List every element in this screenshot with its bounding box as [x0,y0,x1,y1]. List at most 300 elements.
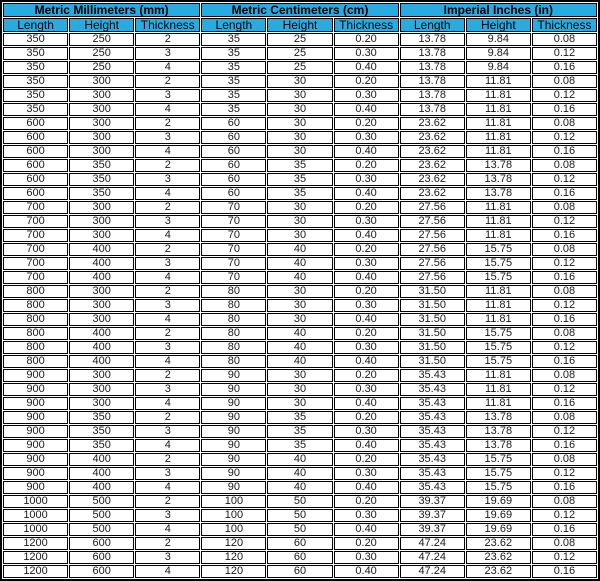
cell: 40 [267,327,332,340]
cell: 0.30 [334,341,399,354]
cell: 0.12 [532,299,597,312]
cell: 0.08 [532,33,597,46]
cell: 3 [135,509,200,522]
cell: 0.40 [334,439,399,452]
cell: 31.50 [400,285,465,298]
cell: 35 [201,75,266,88]
cell: 35.43 [400,425,465,438]
cell: 80 [201,313,266,326]
cell: 15.75 [466,271,531,284]
cell: 90 [201,425,266,438]
table-row [3,271,597,284]
cell: 4 [135,61,200,74]
cell: 0.40 [334,481,399,494]
cell: 300 [69,89,134,102]
cell: 900 [3,425,68,438]
cell: 250 [69,47,134,60]
cell: 4 [135,397,200,410]
cell: 23.62 [400,159,465,172]
cell: 0.16 [532,523,597,536]
cell: 300 [69,131,134,144]
cell: 31.50 [400,355,465,368]
cell: 0.12 [532,467,597,480]
cell: 600 [3,117,68,130]
cell: 0.20 [334,537,399,550]
cell: 700 [3,229,68,242]
cell: 40 [267,453,332,466]
cell: 700 [3,257,68,270]
cell: 300 [69,229,134,242]
table-row [3,439,597,452]
cell: 3 [135,173,200,186]
cell: 35 [267,425,332,438]
cell: 0.12 [532,215,597,228]
cell: 50 [267,523,332,536]
cell: 15.75 [466,467,531,480]
cell: 400 [69,271,134,284]
cell: 0.20 [334,453,399,466]
cell: 47.24 [400,565,465,578]
cell: 11.81 [466,313,531,326]
cell: 500 [69,509,134,522]
cell: 3 [135,383,200,396]
cell: 90 [201,453,266,466]
cell: 13.78 [400,33,465,46]
cell: 27.56 [400,215,465,228]
group-header-metric-cm: Metric Centimeters (cm) [201,3,398,17]
cell: 19.69 [466,523,531,536]
table-row [3,75,597,88]
cell: 2 [135,369,200,382]
cell: 40 [267,481,332,494]
cell: 15.75 [466,257,531,270]
cell: 27.56 [400,271,465,284]
cell: 300 [69,285,134,298]
cell: 0.40 [334,397,399,410]
cell: 11.81 [466,75,531,88]
cell: 35 [267,187,332,200]
column-header-mm-height: Height [69,18,134,32]
cell: 800 [3,313,68,326]
cell: 15.75 [466,341,531,354]
cell: 60 [267,565,332,578]
cell: 40 [267,257,332,270]
cell: 11.81 [466,215,531,228]
cell: 13.78 [400,103,465,116]
cell: 13.78 [400,75,465,88]
cell: 800 [3,341,68,354]
cell: 1200 [3,565,68,578]
cell: 27.56 [400,201,465,214]
column-header-cm-length: Length [201,18,266,32]
cell: 0.20 [334,243,399,256]
cell: 0.30 [334,551,399,564]
cell: 2 [135,453,200,466]
cell: 50 [267,509,332,522]
table-row [3,425,597,438]
cell: 300 [69,201,134,214]
cell: 300 [69,75,134,88]
table-row [3,187,597,200]
cell: 500 [69,523,134,536]
cell: 700 [3,271,68,284]
table-row [3,285,597,298]
cell: 60 [201,131,266,144]
cell: 800 [3,355,68,368]
cell: 31.50 [400,313,465,326]
cell: 30 [267,201,332,214]
column-header-in-length: Length [400,18,465,32]
cell: 350 [3,61,68,74]
cell: 15.75 [466,355,531,368]
cell: 600 [69,551,134,564]
cell: 31.50 [400,327,465,340]
cell: 13.78 [466,187,531,200]
cell: 3 [135,467,200,480]
cell: 2 [135,495,200,508]
cell: 1000 [3,495,68,508]
cell: 4 [135,565,200,578]
cell: 350 [3,75,68,88]
cell: 0.16 [532,61,597,74]
cell: 0.16 [532,145,597,158]
cell: 400 [69,243,134,256]
cell: 0.20 [334,285,399,298]
cell: 0.30 [334,383,399,396]
cell: 30 [267,131,332,144]
cell: 0.30 [334,173,399,186]
cell: 40 [267,467,332,480]
table-row [3,537,597,550]
table-body [3,33,597,578]
cell: 30 [267,89,332,102]
cell: 0.30 [334,425,399,438]
cell: 0.40 [334,103,399,116]
cell: 80 [201,341,266,354]
cell: 30 [267,369,332,382]
cell: 11.81 [466,131,531,144]
table-row [3,33,597,46]
cell: 13.78 [466,439,531,452]
table-row [3,299,597,312]
table-row [3,47,597,60]
cell: 4 [135,355,200,368]
cell: 0.20 [334,117,399,130]
cell: 35 [267,411,332,424]
table-row [3,61,597,74]
cell: 250 [69,61,134,74]
cell: 40 [267,271,332,284]
cell: 40 [267,341,332,354]
cell: 0.12 [532,425,597,438]
cell: 30 [267,117,332,130]
cell: 700 [3,201,68,214]
cell: 600 [3,145,68,158]
cell: 25 [267,61,332,74]
cell: 900 [3,453,68,466]
table-row [3,313,597,326]
cell: 0.40 [334,145,399,158]
cell: 70 [201,229,266,242]
cell: 0.16 [532,565,597,578]
cell: 35.43 [400,383,465,396]
cell: 0.12 [532,341,597,354]
cell: 90 [201,383,266,396]
cell: 15.75 [466,453,531,466]
cell: 35.43 [400,481,465,494]
cell: 11.81 [466,229,531,242]
cell: 23.62 [466,551,531,564]
cell: 35 [201,89,266,102]
column-header-in-height: Height [466,18,531,32]
cell: 30 [267,103,332,116]
cell: 0.30 [334,509,399,522]
cell: 300 [69,383,134,396]
table-row [3,201,597,214]
cell: 0.20 [334,369,399,382]
table-row [3,103,597,116]
cell: 3 [135,257,200,270]
cell: 0.12 [532,551,597,564]
cell: 60 [201,117,266,130]
cell: 35 [201,103,266,116]
cell: 0.12 [532,89,597,102]
cell: 11.81 [466,89,531,102]
cell: 15.75 [466,481,531,494]
cell: 0.20 [334,33,399,46]
cell: 4 [135,439,200,452]
cell: 0.16 [532,103,597,116]
cell: 0.08 [532,453,597,466]
cell: 19.69 [466,509,531,522]
cell: 30 [267,313,332,326]
cell: 0.08 [532,285,597,298]
column-header-cm-height: Height [267,18,332,32]
cell: 900 [3,481,68,494]
cell: 300 [69,103,134,116]
cell: 2 [135,201,200,214]
cell: 11.81 [466,145,531,158]
column-header-mm-length: Length [3,18,68,32]
column-header-in-thickness: Thickness [532,18,597,32]
cell: 2 [135,411,200,424]
cell: 350 [3,103,68,116]
cell: 900 [3,397,68,410]
cell: 11.81 [466,201,531,214]
cell: 2 [135,537,200,550]
cell: 1200 [3,537,68,550]
cell: 0.40 [334,229,399,242]
cell: 4 [135,313,200,326]
group-header-metric-mm: Metric Millimeters (mm) [3,3,200,17]
cell: 0.08 [532,495,597,508]
cell: 70 [201,271,266,284]
cell: 0.08 [532,75,597,88]
cell: 0.16 [532,313,597,326]
cell: 11.81 [466,103,531,116]
cell: 30 [267,383,332,396]
cell: 4 [135,103,200,116]
cell: 70 [201,257,266,270]
cell: 400 [69,453,134,466]
cell: 0.40 [334,187,399,200]
cell: 11.81 [466,397,531,410]
cell: 60 [201,187,266,200]
cell: 70 [201,215,266,228]
cell: 0.16 [532,439,597,452]
cell: 13.78 [466,411,531,424]
cell: 35.43 [400,453,465,466]
cell: 25 [267,47,332,60]
cell: 11.81 [466,369,531,382]
table-row [3,551,597,564]
group-header-row [3,3,597,17]
table-row [3,397,597,410]
cell: 90 [201,411,266,424]
cell: 13.78 [400,47,465,60]
cell: 39.37 [400,509,465,522]
table-row [3,411,597,424]
cell: 0.08 [532,117,597,130]
cell: 0.12 [532,47,597,60]
cell: 0.30 [334,131,399,144]
table-row [3,159,597,172]
table-row [3,145,597,158]
cell: 0.08 [532,159,597,172]
cell: 25 [267,33,332,46]
cell: 90 [201,397,266,410]
table-row [3,481,597,494]
cell: 3 [135,425,200,438]
cell: 0.30 [334,89,399,102]
cell: 300 [69,117,134,130]
cell: 90 [201,439,266,452]
cell: 2 [135,117,200,130]
cell: 0.20 [334,75,399,88]
table-row [3,355,597,368]
cell: 600 [69,565,134,578]
cell: 300 [69,397,134,410]
cell: 0.12 [532,383,597,396]
table-row [3,565,597,578]
cell: 0.30 [334,215,399,228]
table-row [3,243,597,256]
cell: 3 [135,551,200,564]
cell: 23.62 [400,187,465,200]
cell: 4 [135,229,200,242]
cell: 300 [69,369,134,382]
cell: 27.56 [400,257,465,270]
cell: 4 [135,523,200,536]
cell: 9.84 [466,47,531,60]
cell: 13.78 [466,425,531,438]
cell: 9.84 [466,61,531,74]
table-row [3,117,597,130]
cell: 350 [3,33,68,46]
cell: 0.12 [532,131,597,144]
cell: 90 [201,481,266,494]
cell: 80 [201,285,266,298]
cell: 23.62 [400,145,465,158]
cell: 90 [201,369,266,382]
cell: 0.30 [334,467,399,480]
cell: 0.12 [532,509,597,522]
cell: 11.81 [466,285,531,298]
cell: 600 [69,537,134,550]
cell: 350 [69,425,134,438]
table-row [3,453,597,466]
cell: 400 [69,341,134,354]
cell: 900 [3,439,68,452]
cell: 400 [69,467,134,480]
cell: 0.40 [334,523,399,536]
cell: 35.43 [400,397,465,410]
cell: 0.16 [532,355,597,368]
cell: 23.62 [400,131,465,144]
cell: 0.12 [532,257,597,270]
table-row [3,341,597,354]
cell: 11.81 [466,383,531,396]
cell: 1000 [3,523,68,536]
cell: 47.24 [400,537,465,550]
cell: 47.24 [400,551,465,564]
cell: 35 [267,439,332,452]
cell: 0.30 [334,257,399,270]
cell: 0.08 [532,537,597,550]
cell: 23.62 [466,537,531,550]
cell: 35 [267,173,332,186]
cell: 3 [135,215,200,228]
cell: 400 [69,481,134,494]
cell: 900 [3,467,68,480]
cell: 3 [135,299,200,312]
cell: 2 [135,243,200,256]
cell: 35.43 [400,467,465,480]
cell: 35.43 [400,439,465,452]
cell: 900 [3,383,68,396]
column-header-mm-thickness: Thickness [135,18,200,32]
column-header-row [3,18,597,32]
cell: 800 [3,299,68,312]
cell: 0.20 [334,159,399,172]
cell: 60 [201,173,266,186]
cell: 35 [201,47,266,60]
cell: 1000 [3,509,68,522]
cell: 39.37 [400,495,465,508]
cell: 100 [201,495,266,508]
cell: 4 [135,481,200,494]
cell: 3 [135,131,200,144]
cell: 300 [69,313,134,326]
cell: 400 [69,355,134,368]
cell: 2 [135,327,200,340]
cell: 80 [201,355,266,368]
cell: 350 [69,173,134,186]
cell: 350 [69,411,134,424]
cell: 0.20 [334,495,399,508]
cell: 3 [135,89,200,102]
cell: 60 [267,551,332,564]
cell: 90 [201,467,266,480]
cell: 0.40 [334,313,399,326]
cell: 0.08 [532,411,597,424]
cell: 35 [201,61,266,74]
cell: 0.08 [532,201,597,214]
cell: 0.16 [532,187,597,200]
cell: 2 [135,75,200,88]
cell: 50 [267,495,332,508]
cell: 39.37 [400,523,465,536]
